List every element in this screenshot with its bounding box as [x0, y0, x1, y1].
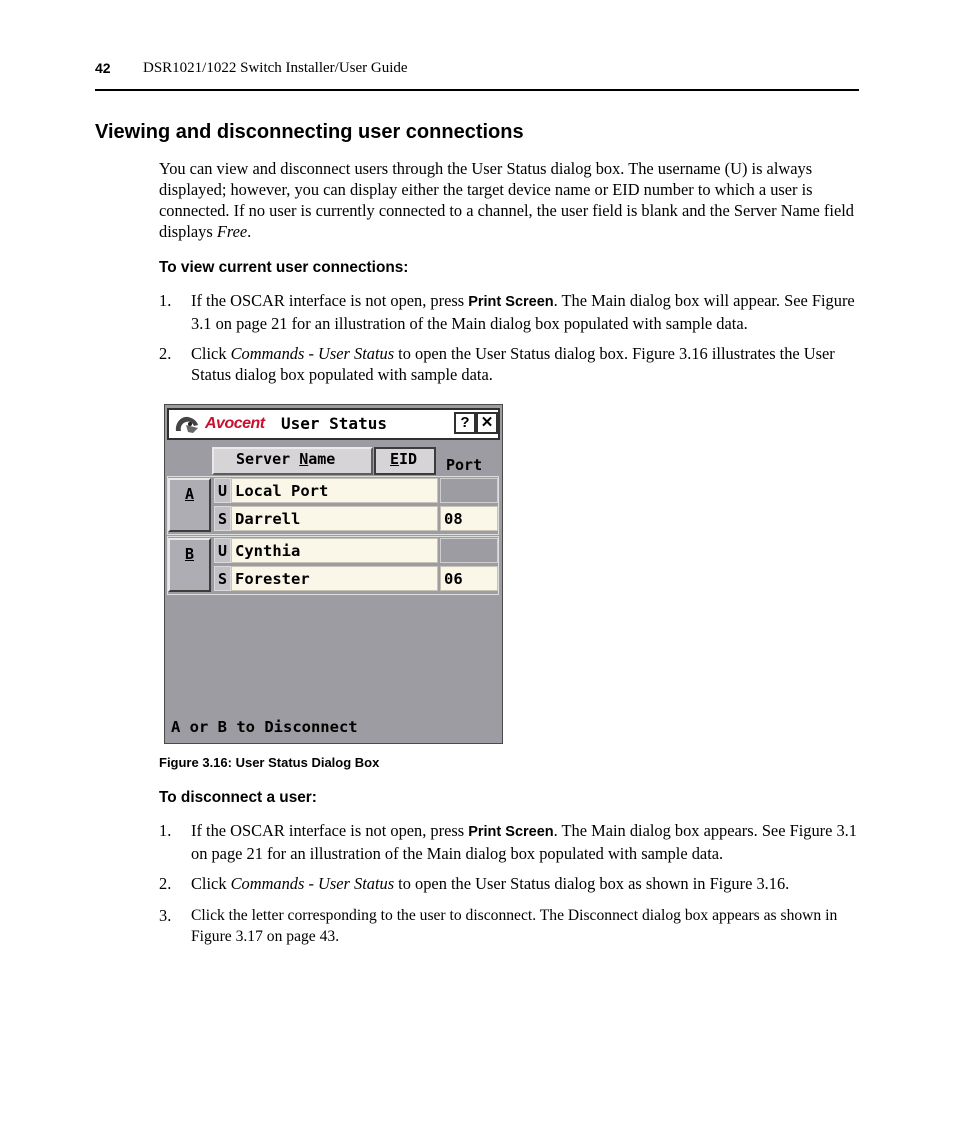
user-label: U [214, 538, 231, 563]
user-status-dialog [164, 404, 503, 744]
intro-paragraph: You can view and disconnect users through the User Status dialog box. The username (U) is always displayed; however, you can display either the target device name or EID number to which a user is connected. If no user is currently connected to a channel, the user field is blank and the Server Name field displays Free. [159, 159, 854, 241]
dialog-title: User Status [281, 414, 387, 433]
channel-b-disconnect-button[interactable]: B [168, 538, 211, 592]
key-name: Print Screen [468, 294, 554, 310]
dialog-title-bar [167, 408, 500, 440]
disconnect-procedure-heading: To disconnect a user: [159, 789, 317, 806]
disconnect-step-text: If the OSCAR interface is not open, press Print Screen. The Main dialog box appears. See Figure 3.1 on page 21 for an illustration of the Main dialog box populated with sample data. [191, 821, 857, 863]
view-step-number: 2. [159, 344, 172, 363]
disconnect-step-number: 2. [159, 874, 172, 893]
dialog-footer-hint: A or B to Disconnect [171, 718, 358, 736]
server-name-cell: Darrell [231, 506, 438, 531]
port-column-header: Port [446, 456, 483, 474]
disconnect-step-text: Click the letter corresponding to the user to disconnect. The Disconnect dialog box appears as shown in Figure 3.17 on page 43. [191, 907, 838, 945]
running-title: DSR1021/1022 Switch Installer/User Guide [143, 60, 408, 76]
key-name: Print Screen [468, 824, 554, 840]
view-step-text: Click Commands - User Status to open the User Status dialog box. Figure 3.16 illustrates the User Status dialog box populated with sample data. [191, 344, 835, 384]
header-rule [95, 89, 859, 91]
avocent-logo-icon [173, 413, 201, 435]
user-port-cell [440, 478, 498, 503]
user-label: U [214, 478, 231, 503]
server-port-cell: 06 [440, 566, 498, 591]
figure-caption: Figure 3.16: User Status Dialog Box [159, 755, 380, 770]
user-name-cell: Local Port [231, 478, 438, 503]
view-procedure-heading: To view current user connections: [159, 259, 409, 276]
disconnect-step-text: Click Commands - User Status to open the User Status dialog box as shown in Figure 3.16. [191, 874, 790, 893]
user-name-cell: Cynthia [231, 538, 438, 563]
eid-column-button[interactable]: EID [374, 447, 436, 475]
server-name-cell: Forester [231, 566, 438, 591]
help-button[interactable]: ? [454, 412, 476, 434]
server-name-column-button[interactable]: Server Name [212, 447, 373, 475]
server-port-cell: 08 [440, 506, 498, 531]
channel-a-disconnect-button[interactable]: A [168, 478, 211, 532]
server-label: S [214, 506, 231, 531]
view-step-text: If the OSCAR interface is not open, press Print Screen. The Main dialog box will appear. See Figure 3.1 on page 21 for an illustration of the Main dialog box populated with sample data. [191, 291, 855, 333]
close-button[interactable]: ✕ [476, 412, 498, 434]
brand-logo-text: Avocent [205, 415, 265, 432]
user-port-cell [440, 538, 498, 563]
section-title: Viewing and disconnecting user connections [95, 121, 524, 143]
page-number: 42 [95, 60, 111, 76]
server-label: S [214, 566, 231, 591]
disconnect-step-number: 1. [159, 821, 172, 840]
disconnect-step-number: 3. [159, 906, 172, 925]
view-step-number: 1. [159, 291, 172, 310]
